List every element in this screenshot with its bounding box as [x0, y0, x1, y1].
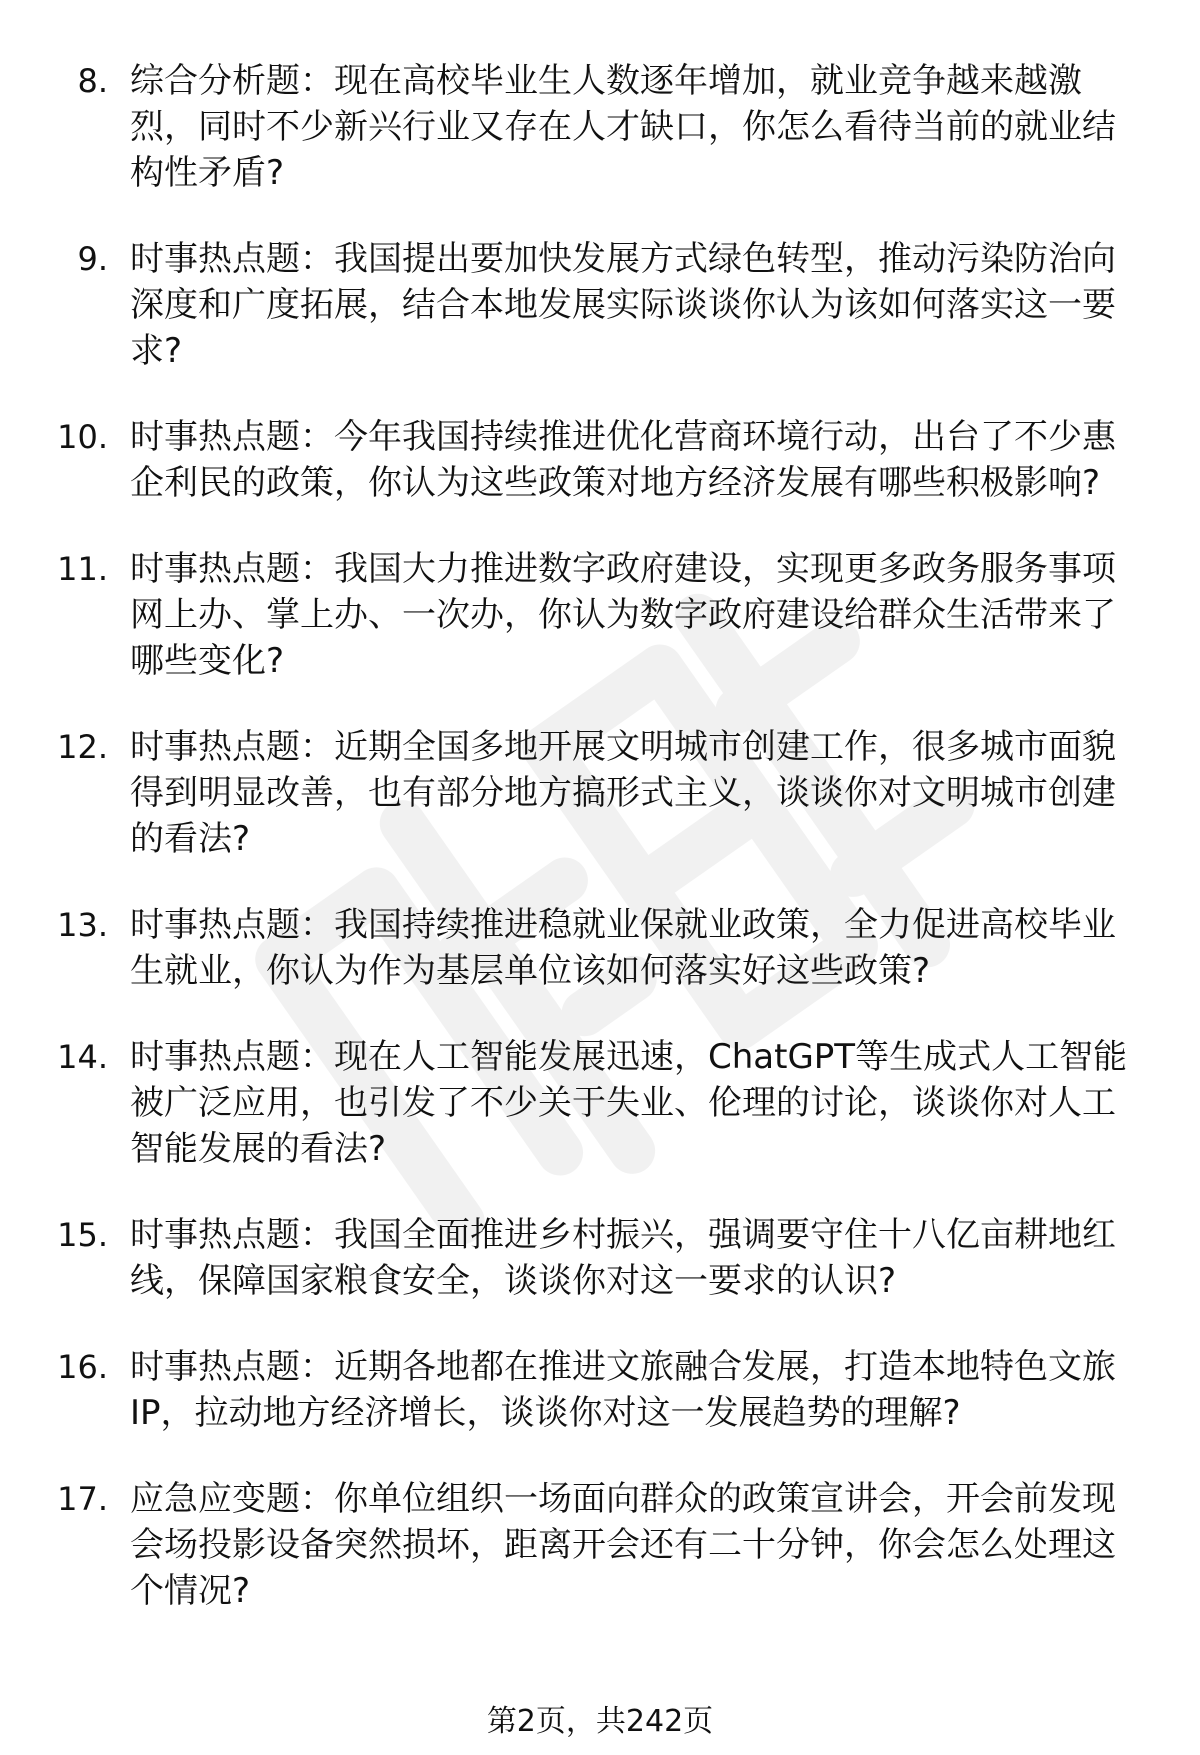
- question-item: [0, 414, 1200, 506]
- question-number: 11.: [57, 550, 108, 588]
- question-category: 时事热点题：: [130, 239, 334, 279]
- question-item: [0, 236, 1200, 374]
- question-category: 时事热点题：: [130, 549, 334, 589]
- question-text: [130, 546, 1130, 684]
- question-category: 时事热点题：: [130, 727, 334, 767]
- question-body: 我国持续推进稳就业保就业政策，全力促进高校毕业生就业，你认为作为基层单位该如何落实好这些政策?: [130, 905, 1116, 991]
- question-text: [130, 902, 1130, 994]
- question-number: 17.: [57, 1480, 108, 1518]
- question-category: 时事热点题：: [130, 1215, 334, 1255]
- question-text: [130, 414, 1130, 506]
- question-category: 综合分析题：: [130, 61, 334, 101]
- question-body: 近期全国多地开展文明城市创建工作，很多城市面貌得到明显改善，也有部分地方搞形式主义，谈谈你对文明城市创建的看法?: [130, 727, 1116, 859]
- question-item: [0, 724, 1200, 862]
- question-item: [0, 902, 1200, 994]
- question-text: [130, 58, 1130, 196]
- question-text: [130, 1344, 1130, 1436]
- question-body: 我国全面推进乡村振兴，强调要守住十八亿亩耕地红线，保障国家粮食安全，谈谈你对这一要求的认识?: [130, 1215, 1116, 1301]
- question-body: 我国提出要加快发展方式绿色转型，推动污染防治向深度和广度拓展，结合本地发展实际谈谈你认为该如何落实这一要求?: [130, 239, 1116, 371]
- question-item: [0, 1212, 1200, 1304]
- question-item: [0, 1034, 1200, 1172]
- question-number: 15.: [57, 1216, 108, 1254]
- question-number: 8.: [77, 62, 108, 100]
- question-number: 9.: [77, 240, 108, 278]
- question-item: [0, 58, 1200, 196]
- question-category: 应急应变题：: [130, 1479, 334, 1519]
- question-category: 时事热点题：: [130, 417, 334, 457]
- question-text: [130, 1476, 1130, 1614]
- question-number: 16.: [57, 1348, 108, 1386]
- question-number: 12.: [57, 728, 108, 766]
- question-number: 14.: [57, 1038, 108, 1076]
- question-category: 时事热点题：: [130, 1347, 334, 1387]
- question-text: [130, 1034, 1130, 1172]
- question-body: 今年我国持续推进优化营商环境行动，出台了不少惠企利民的政策，你认为这些政策对地方经济发展有哪些积极影响?: [130, 417, 1116, 503]
- question-body: 现在人工智能发展迅速，ChatGPT等生成式人工智能被广泛应用，也引发了不少关于失业、伦理的讨论，谈谈你对人工智能发展的看法?: [130, 1037, 1128, 1169]
- question-number: 10.: [57, 418, 108, 456]
- question-body: 你单位组织一场面向群众的政策宣讲会，开会前发现会场投影设备突然损坏，距离开会还有二十分钟，你会怎么处理这个情况?: [130, 1479, 1116, 1611]
- question-text: [130, 724, 1130, 862]
- question-item: [0, 546, 1200, 684]
- question-item: [0, 1344, 1200, 1436]
- question-body: 我国大力推进数字政府建设，实现更多政务服务事项网上办、掌上办、一次办，你认为数字政府建设给群众生活带来了哪些变化?: [130, 549, 1116, 681]
- page-footer: 第2页，共242页: [486, 1704, 714, 1739]
- question-category: 时事热点题：: [130, 905, 334, 945]
- question-body: 现在高校毕业生人数逐年增加，就业竞争越来越激烈，同时不少新兴行业又存在人才缺口，你怎么看待当前的就业结构性矛盾?: [130, 61, 1116, 193]
- question-item: [0, 1476, 1200, 1614]
- question-category: 时事热点题：: [130, 1037, 334, 1077]
- question-text: [130, 236, 1130, 374]
- question-body: 近期各地都在推进文旅融合发展，打造本地特色文旅IP，拉动地方经济增长，谈谈你对这一发展趋势的理解?: [130, 1347, 1116, 1433]
- question-text: [130, 1212, 1130, 1304]
- question-list: [0, 58, 1200, 1654]
- question-number: 13.: [57, 906, 108, 944]
